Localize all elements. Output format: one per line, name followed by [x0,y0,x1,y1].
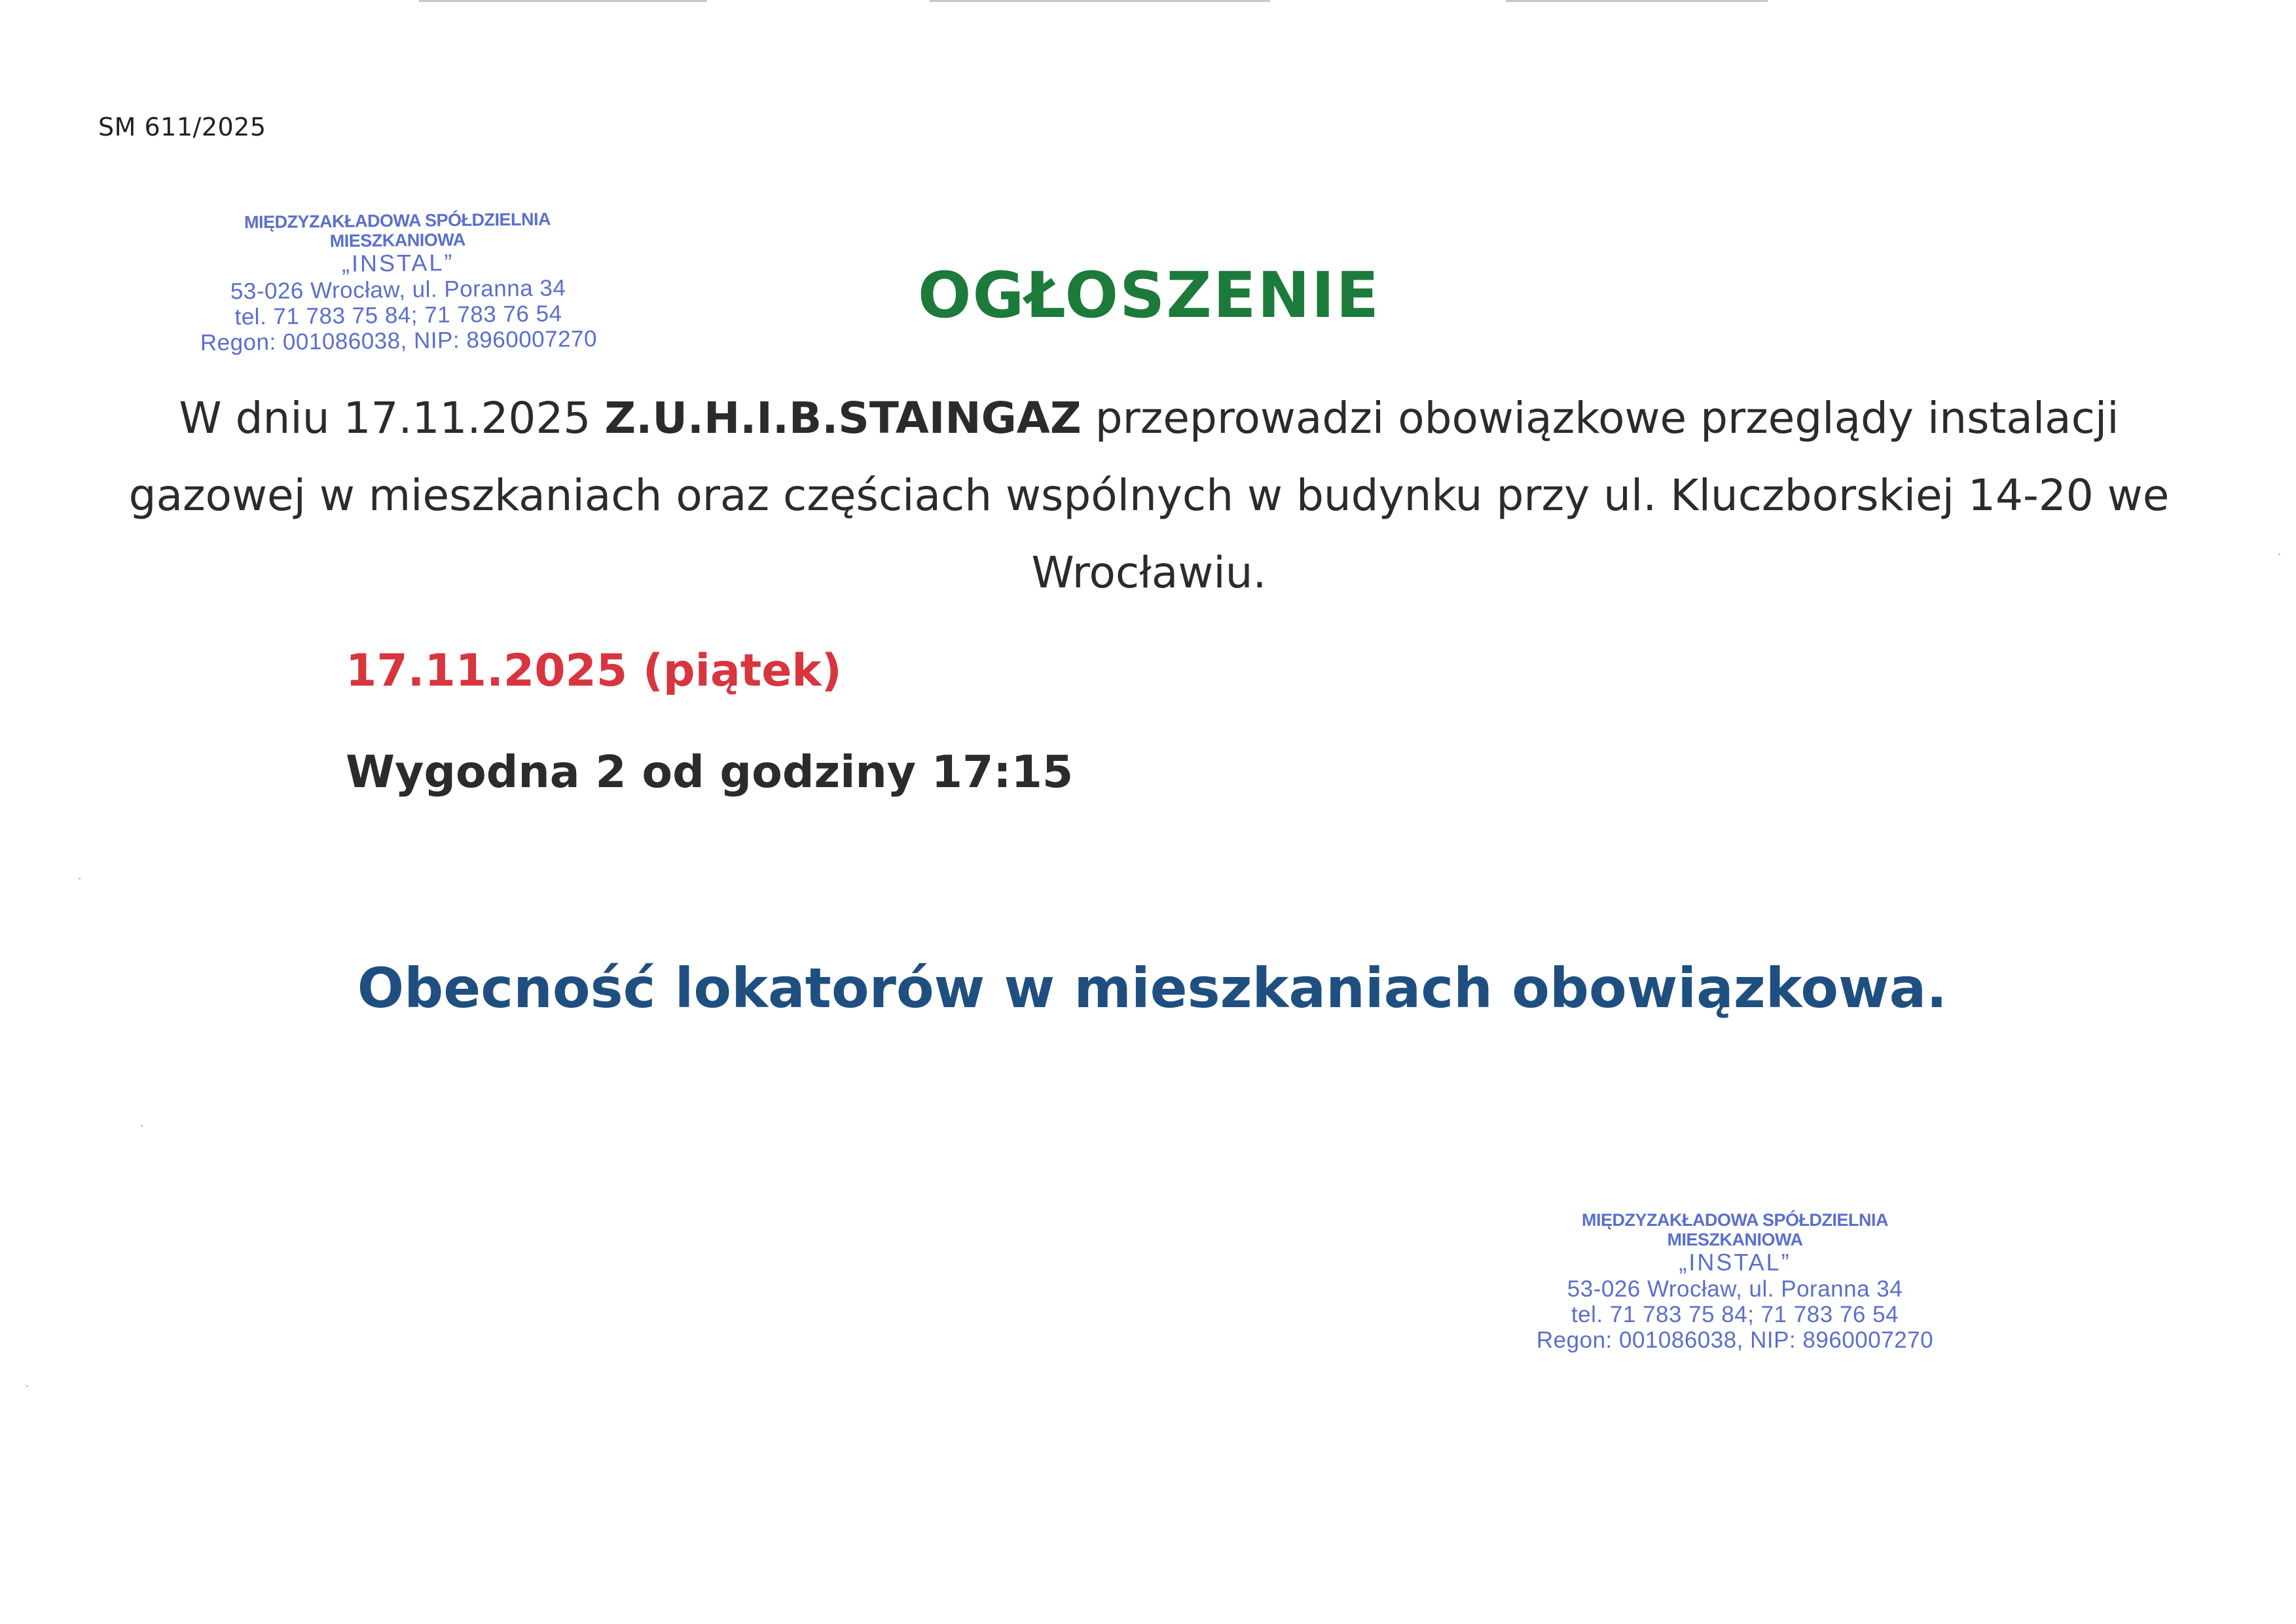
stamp-brand: „INSTAL” [341,249,454,278]
stamp-ids: Regon: 001086038, NIP: 8960007270 [200,325,598,356]
scan-edge-mark [1506,0,1768,2]
inspection-address-time: Wygodna 2 od godziny 17:15 [346,747,1074,798]
stamp-name: MIĘDZYZAKŁADOWA SPÓŁDZIELNIA MIESZKANIOWA [1582,1210,1888,1250]
scan-edge-mark [930,0,1270,2]
intro-body-text: przeprowadzi obowiązkowe przeglądy instalacji gazowej w mieszkaniach oraz częściach wspólnych w budynku przy ul. Kluczborskiej 14-20 we Wrocławiu. [128,393,2170,598]
scan-speck [79,877,81,879]
scan-speck [26,1385,28,1387]
scan-edge-mark [419,0,707,2]
announcement-intro [98,380,2200,612]
intro-date-text: W dniu 17.11.2025 [179,393,605,443]
attendance-notice: Obecność lokatorów w mieszkaniach obowiązkowa. [357,956,1948,1020]
inspection-date: 17.11.2025 (piątek) [346,645,842,697]
stamp-name: MIĘDZYZAKŁADOWA SPÓŁDZIELNIA MIESZKANIOWA [244,209,551,251]
stamp-ids: Regon: 001086038, NIP: 8960007270 [1536,1327,1934,1354]
company-name: Z.U.H.I.B.STAINGAZ [604,393,1082,443]
document-reference: SM 611/2025 [98,113,266,141]
announcement-title: OGŁOSZENIE [917,259,1381,332]
stamp-phone: tel. 71 783 75 84; 71 783 76 54 [1571,1301,1899,1327]
scan-speck [141,1125,143,1127]
stamp-phone: tel. 71 783 75 84; 71 783 76 54 [234,301,562,330]
cooperative-stamp-bottom [1512,1210,1958,1353]
cooperative-stamp-top [175,208,621,356]
stamp-address: 53-026 Wrocław, ul. Poranna 34 [1567,1276,1903,1302]
scan-speck [2278,553,2280,555]
stamp-brand: „INSTAL” [1679,1249,1791,1276]
stamp-address: 53-026 Wrocław, ul. Poranna 34 [230,275,566,304]
